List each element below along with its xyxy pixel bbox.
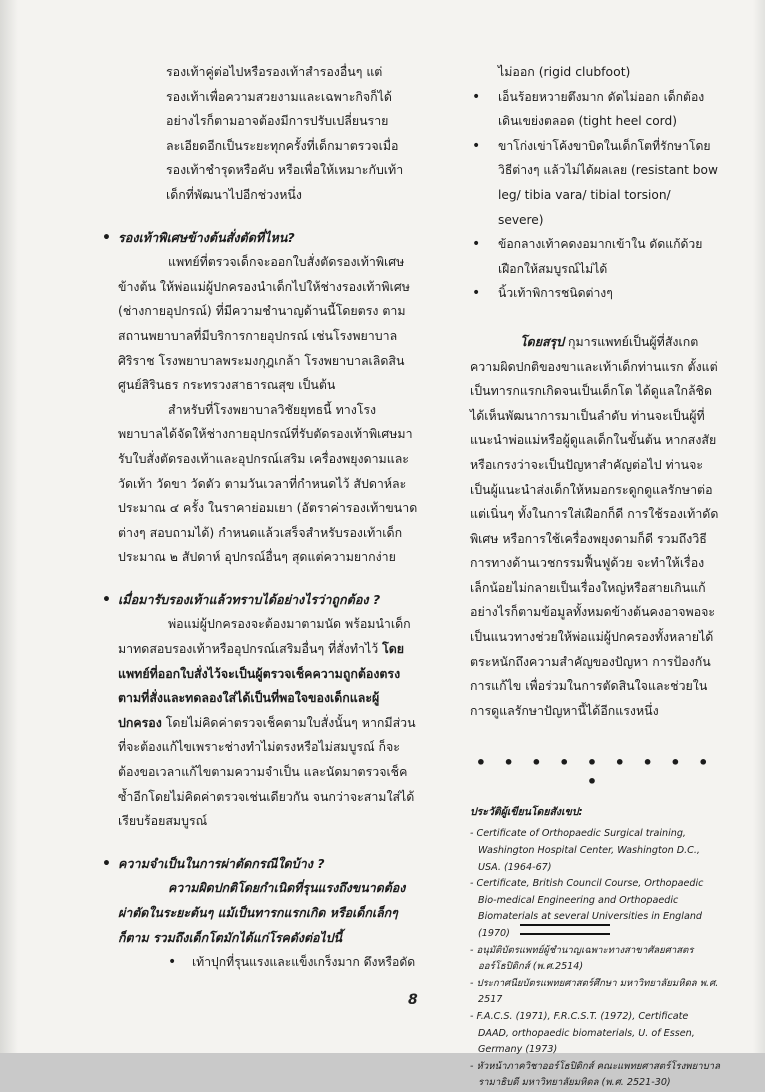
paragraph-verify-bold: โดยแพทย์ที่ออกใบสั่งไว้จะเป็นผู้ตรวจเช็คความถูกต้องตรงตามที่สั่งและทดลองใส่ได้เป็นที่พอใจของเด็กและผู้ปกครอง — [118, 641, 405, 730]
bio-item: - ประกาศนียบัตรแพทยศาสตร์ศึกษา มหาวิทยาลัยมหิดล พ.ศ. 2517 — [470, 977, 719, 1006]
bio-item: - Certificate, British Council Course, Orthopaedic Bio-medical Engineering and Orthopaedic Biomaterials at several Universities in England (1970) — [470, 878, 704, 939]
bullet-dot: • — [472, 285, 481, 302]
paragraph-verify — [118, 612, 418, 833]
list-item-text: เอ็นร้อยหวายตึงมาก ดัดไม่ออก เด็กต้องเดินเขย่งตลอด (tight heel cord) — [498, 89, 705, 129]
list-item-text: นิ้วเท้าพิการชนิดต่างๆ — [498, 286, 613, 301]
heading-where-to-order-text: รองเท้าพิเศษข้างต้นสั่งตัดที่ไหน? — [118, 229, 295, 245]
bullet-dot: • — [472, 88, 481, 105]
continued-line: ไม่ออก (rigid clubfoot) — [498, 64, 631, 79]
heading-surgery-needed-text: ความจำเป็นในการผ่าตัดกรณีใดบ้าง ? — [118, 855, 325, 871]
author-bio-list — [470, 826, 720, 1092]
heading-verify-shoes — [102, 588, 418, 613]
heading-bullet: • — [102, 591, 111, 608]
list-item-text: ข้อกลางเท้าคดงอมากเข้าใน ดัดแก้ด้วยเฝือกให้สมบูรณ์ไม่ได้ — [498, 237, 703, 276]
heading-where-to-order — [102, 226, 418, 251]
author-bio-title: ประวัติผู้เขียนโดยสังเขป: — [470, 806, 583, 819]
bullet-dot: • — [168, 954, 177, 971]
paragraph-verify-c: โดยไม่คิดค่าตรวจเช็คตามใบสั่งนั้นๆ หากมีส่วนที่จะต้องแก้ไขเพราะช่างทำไม่ตรงหรือไม่สมบูรณ์ ก็จะต้องขอเวลาแก้ไขตามความจำเป็น และนัดมาตรวจเช็คซ้ำอีกโดยไม่คิดค่าตรวจเช่นเดียวกัน จนกว่าจะสามใส่ได้เรียบร้อยสมบูรณ์ — [118, 714, 416, 829]
page-right-edge — [753, 0, 765, 1053]
intro-paragraph: รองเท้าคู่ต่อไปหรือรองเท้าสำรองอื่นๆ แต่รองเท้าเพื่อความสวยงามและเฉพาะกิจก็ได้ อย่างไรก็ตามอาจต้องมีการปรับเปลี่ยนรายละเอียดอีกเป็นระยะทุกครั้งที่เด็กมาตรวจเมื่อรองเท้าชำรุดหรือคับ หรือเพื่อให้เหมาะกับเท้าเด็กที่พัฒนาไปอีกช่วงหนึ่ง — [166, 64, 404, 202]
summary-text: กุมารแพทย์เป็นผู้ที่สังเกตความผิดปกติของขาและเท้าเด็กท่านแรก ตั้งแต่เป็นทารกแรกเกิดจนเป็นเด็กโต ได้ดูแลใกล้ชิดได้เห็นพัฒนาการมาเป็นลำดับ ท่านจะเป็นผู้ที่แนะนำพ่อแม่หรือผู้ดูแลเด็กในขั้นต้น หากสงสัยหรือเกรงว่าจะเป็นปัญหาสำคัญต่อไป ท่านจะเป็นผู้แนะนำส่งเด็กให้หมอกระดูกดูแลรักษาต่อแต่เนิ่นๆ ทั้งในการใส่เฝือกก็ดี การใช้รองเท้าดัดพิเศษ หรือการใช้เครื่องพยุงดามก็ดี รวมถึงวิธีการทางด้านเวชกรรมฟื้นฟูด้วย จะทำให้เรื่องเล็กน้อยไม่กลายเป็นเรื่องใหญ่หรือสายเกินแก้ อย่างไรก็ตามข้อมูลทั้งหมดข้างต้นคงอาจพอจะเป็นแนวทางช่วยให้พ่อแม่ผู้ปกครองทั้งหลายได้ตระหนักถึงความสำคัญของปัญหา การป้องกัน การแก้ไข เพื่อร่วมในการตัดสินใจและช่วยในการดูแลรักษาปัญหานี้ได้อีกแรงหนึ่ง — [470, 333, 719, 718]
double-rule-divider — [520, 924, 610, 935]
heading-surgery-needed — [102, 852, 418, 877]
surgery-list-continued — [470, 85, 720, 306]
heading-bullet: • — [102, 855, 111, 872]
paragraph-where-2: สำหรับที่โรงพยาบาลวิชัยยุทธนี้ ทางโรงพยาบาลได้จัดให้ช่างกายอุปกรณ์ที่รับตัดรองเท้าพิเศษมารับใบสั่งตัดรองเท้าและอุปกรณ์เสริม เครื่องพยุงดามและวัดเท้า วัดขา วัดตัว ตามวันเวลาที่กำหนดไว้ สัปดาห์ละประมาณ ๔ ครั้ง ในราคาย่อมเยา (อัตราค่ารองเท้าขนาดต่างๆ สอบถามได้) กำหนดแล้วเสร็จสำหรับรองเท้าเด็กประมาณ ๒ สัปดาห์ อุปกรณ์อื่นๆ สุดแต่ความยากง่าย — [118, 401, 418, 565]
left-column — [102, 60, 418, 975]
bio-item: - อนุมัติบัตรแพทย์ผู้ชำนาญเฉพาะทางสาขาศัลยศาสตรออร์โธปิดิกส์ (พ.ศ.2514) — [470, 944, 694, 973]
bullet-dot: • — [472, 137, 481, 154]
list-item — [470, 281, 720, 306]
list-item-text: เท้าปุกที่รุนแรงและแข็งเกร็งมาก ดึงหรือดัด — [192, 955, 416, 970]
paragraph-surgery-intro: ความผิดปกติโดยกำเนิดที่รุนแรงถึงขนาดต้องผ่าตัดในระยะต้นๆ แม้เป็นทารกแรกเกิด หรือเด็กเล็กๆ ก็ตาม รวมถึงเด็กโตมักได้แก่โรคดังต่อไปนี้ — [118, 880, 406, 945]
paragraph-verify-a: พ่อแม่ผู้ปกครองจะต้องมาตามนัด พร้อมนำเด็กมาทดสอบรองเท้าหรืออุปกรณ์เสริมอื่นๆ ที่สั่งทำไว้ — [118, 616, 411, 657]
bio-item: - Certificate of Orthopaedic Surgical training, Washington Hospital Center, Washington D.C., USA. (1964-67) — [470, 828, 700, 873]
summary-paragraph — [470, 330, 720, 724]
list-item — [470, 134, 720, 232]
surgery-list-start — [118, 950, 418, 975]
page-left-shadow — [0, 0, 18, 1053]
paragraph-where-1: แพทย์ที่ตรวจเด็กจะออกใบสั่งตัดรองเท้าพิเศษข้างต้น ให้พ่อแม่ผู้ปกครองนำเด็กไปให้ช่างรองเท้าพิเศษ (ช่างกายอุปกรณ์) ที่มีความชำนาญด้านนี้โดยตรง ตามสถานพยาบาลที่มีบริการกายอุปกรณ์ เช่นโรงพยาบาลศิริราช โรงพยาบาลพระมงกุฎเกล้า โรงพยาบาลเลิดสิน ศูนย์สิรินธร กระทรวงสาธารณสุข เป็นต้น — [118, 254, 410, 393]
heading-verify-shoes-text: เมื่อมารับรองเท้าแล้วทราบได้อย่างไรว่าถูกต้อง ? — [118, 591, 381, 607]
bio-item: - หัวหน้าภาควิชาออร์โธปิดิกส์ คณะแพทยศาสตร์โรงพยาบาลรามาธิบดี มหาวิทยาลัยมหิดล (พ.ศ. 2521-30) — [470, 1060, 720, 1089]
bullet-dot: • — [472, 236, 481, 253]
heading-bullet: • — [102, 229, 111, 246]
list-item — [470, 232, 720, 281]
dots-separator: • • • • • • • • • • — [475, 753, 715, 792]
page-number: 8 — [408, 992, 418, 1008]
summary-lead: โดยสรุป — [520, 333, 565, 349]
bio-item: - F.A.C.S. (1971), F.R.C.S.T. (1972), Certificate DAAD, orthopaedic biomaterials, U. of Essen, Germany (1973) — [470, 1010, 695, 1056]
list-item — [168, 950, 418, 975]
right-column — [470, 60, 720, 1092]
list-item-text: ขาโก่งเข่าโค้งขาบิดในเด็กโตที่รักษาโดยวิธีต่างๆ แล้วไม่ได้ผลเลย (resistant bow leg/ tibia vara/ tibial torsion/ severe) — [498, 138, 718, 227]
list-item — [470, 85, 720, 134]
